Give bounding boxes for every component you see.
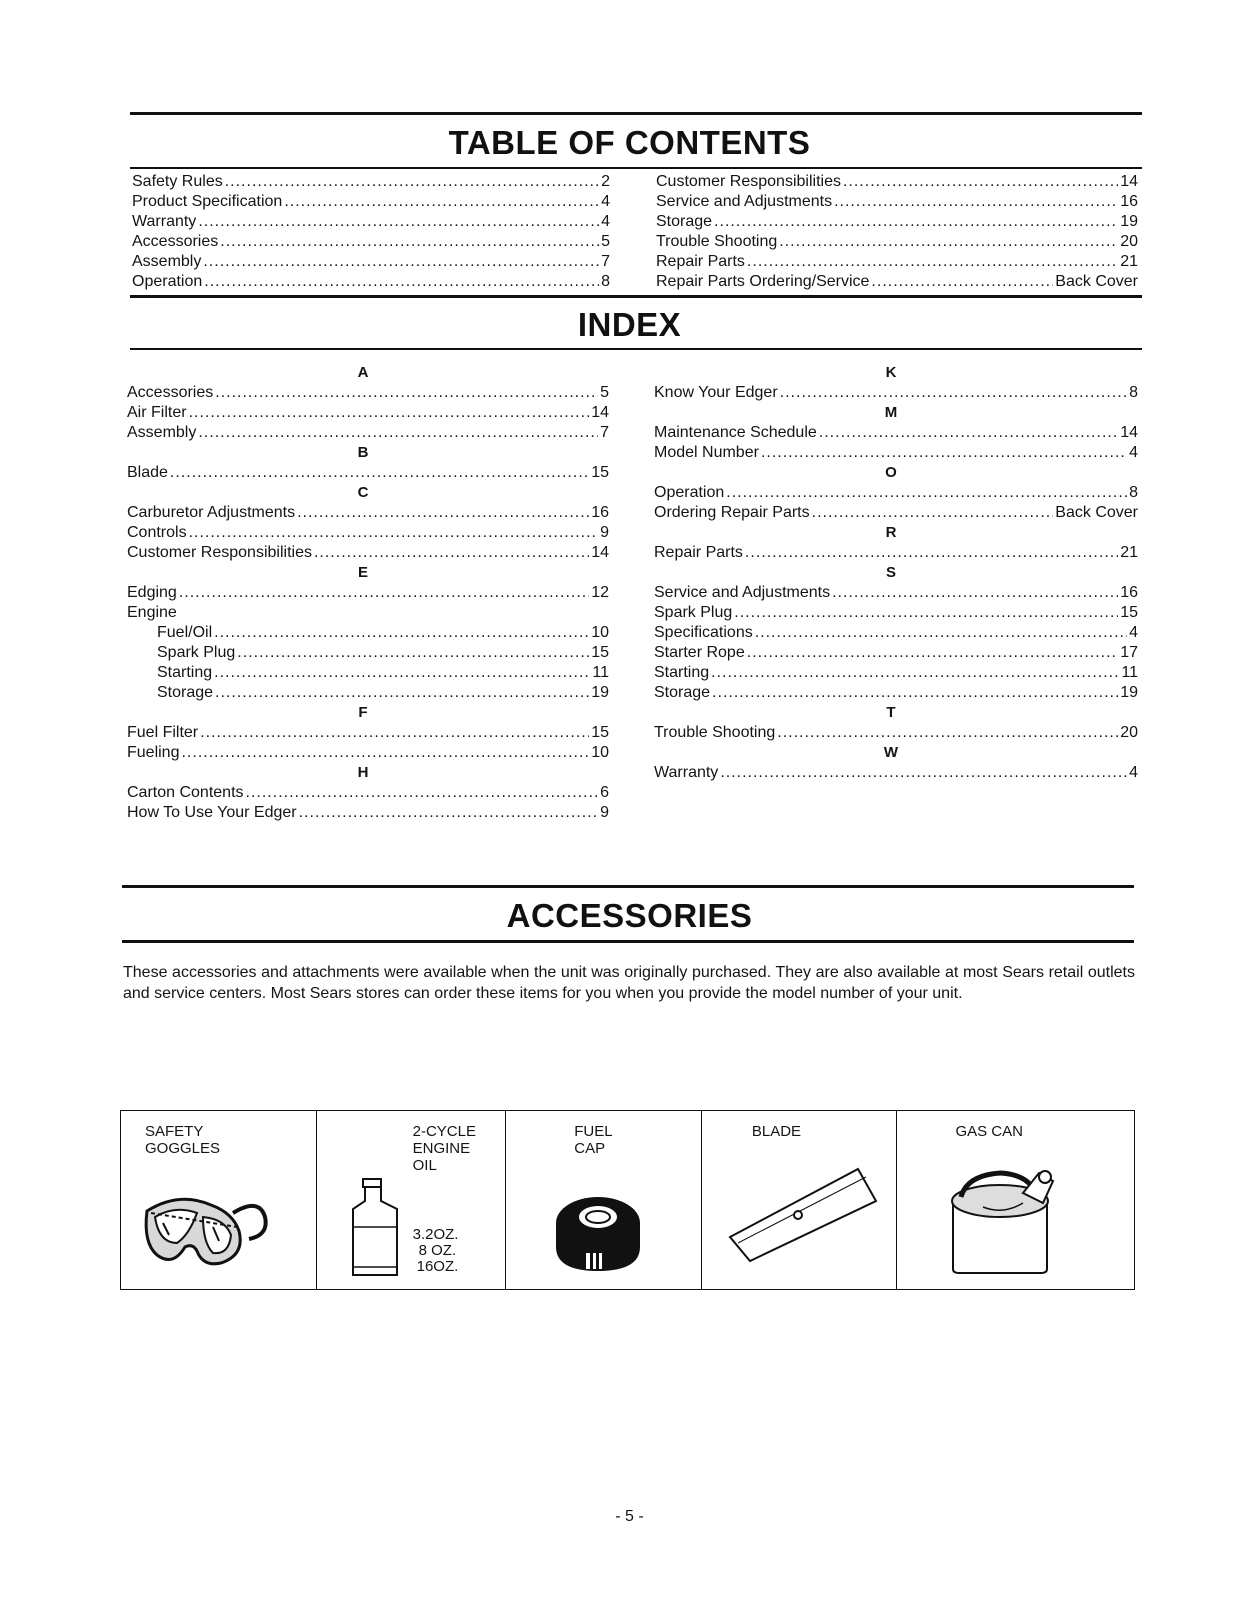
index-letter: M <box>884 404 898 421</box>
accessories-top-rule <box>122 885 1134 888</box>
blade-icon <box>724 1163 880 1263</box>
index-entry: Operation ..... 8 <box>654 483 1138 503</box>
accessory-gas-can <box>897 1111 1134 1289</box>
accessories-description: These accessories and attachments were available when the unit was originally purchased. They are also available at most Sears retail outlets and service centers. Most Sears stores can order these items for you when you provide the model number of your unit. <box>123 964 1135 1002</box>
index-letter: H <box>357 764 369 781</box>
accessories-title: ACCESSORIES <box>506 897 753 934</box>
index-letter: K <box>885 364 897 381</box>
toc-entry: Service and Adjustments ..... 16 <box>656 192 1138 212</box>
index-entry: Starting ..... 11 <box>127 663 609 683</box>
accessory-safety-goggles <box>121 1111 317 1289</box>
index-entry: Assembly ..... 7 <box>127 423 609 443</box>
index-entry: Storage ..... 19 <box>127 683 609 703</box>
toc-entry: Customer Responsibilities ..... 14 <box>656 172 1138 192</box>
index-title: INDEX <box>577 306 682 343</box>
index-entry: Maintenance Schedule ..... 14 <box>654 423 1138 443</box>
toc-right-column <box>656 172 1138 292</box>
index-right-column <box>654 363 1138 783</box>
accessory-label: SAFETY GOGGLES <box>145 1123 221 1157</box>
index-entry: How To Use Your Edger ..... 9 <box>127 803 609 823</box>
index-entry: Fueling ..... 10 <box>127 743 609 763</box>
index-letter: R <box>885 524 897 541</box>
oil-sizes <box>413 1227 459 1275</box>
index-letter: O <box>885 464 897 481</box>
index-entry: Repair Parts ..... 21 <box>654 543 1138 563</box>
index-entry: Blade ..... 15 <box>127 463 609 483</box>
accessory-label: 2-CYCLE ENGINE OIL <box>412 1123 476 1174</box>
oil-bottle-icon <box>347 1175 403 1279</box>
index-entry: Service and Adjustments ..... 16 <box>654 583 1138 603</box>
index-entry: Edging ..... 12 <box>127 583 609 603</box>
index-entry: Fuel/Oil ..... 10 <box>127 623 609 643</box>
index-entry: Trouble Shooting ..... 20 <box>654 723 1138 743</box>
index-entry: Ordering Repair Parts ..... Back Cover <box>654 503 1138 523</box>
index-entry: Spark Plug ..... 15 <box>654 603 1138 623</box>
accessory-label: BLADE <box>751 1123 802 1140</box>
index-entry: Know Your Edger ..... 8 <box>654 383 1138 403</box>
toc-entry: Repair Parts Ordering/Service ..... Back Cover <box>656 272 1138 292</box>
accessory-label: GAS CAN <box>955 1123 1023 1140</box>
index-entry: Warranty ..... 4 <box>654 763 1138 783</box>
index-entry: Controls ..... 9 <box>127 523 609 543</box>
index-entry: Air Filter ..... 14 <box>127 403 609 423</box>
index-letter: C <box>357 484 369 501</box>
oil-size: 16OZ. <box>416 1258 459 1275</box>
page-number: - 5 - <box>615 1508 644 1525</box>
toc-title: TABLE OF CONTENTS <box>448 124 811 161</box>
index-entry: Engine <box>127 604 177 621</box>
index-title-rule <box>130 348 1142 350</box>
oil-size: 3.2OZ. <box>412 1226 459 1243</box>
toc-entry: Storage ..... 19 <box>656 212 1138 232</box>
index-letter: E <box>357 564 368 581</box>
index-letter: A <box>357 364 369 381</box>
index-entry: Specifications ..... 4 <box>654 623 1138 643</box>
toc-left-column <box>132 172 610 292</box>
accessories-table <box>120 1110 1135 1290</box>
accessories-title-rule <box>122 940 1134 943</box>
toc-entry: Safety Rules ..... 2 <box>132 172 610 192</box>
toc-title-rule <box>130 167 1142 169</box>
index-entry: Carburetor Adjustments ..... 16 <box>127 503 609 523</box>
index-entry: Spark Plug ..... 15 <box>127 643 609 663</box>
index-entry: Model Number ..... 4 <box>654 443 1138 463</box>
gas-can-icon <box>943 1163 1067 1279</box>
accessory-label: FUEL CAP <box>574 1123 613 1157</box>
toc-entry: Product Specification ..... 4 <box>132 192 610 212</box>
index-entry: Starting ..... 11 <box>654 663 1138 683</box>
goggles-icon <box>141 1183 271 1269</box>
index-letter: S <box>885 564 896 581</box>
toc-entry: Accessories ..... 5 <box>132 232 610 252</box>
index-entry: Accessories ..... 5 <box>127 383 609 403</box>
index-entry: Customer Responsibilities ..... 14 <box>127 543 609 563</box>
index-entry: Carton Contents ..... 6 <box>127 783 609 803</box>
accessory-fuel-cap <box>506 1111 702 1289</box>
toc-top-rule <box>130 112 1142 115</box>
index-entry: Storage ..... 19 <box>654 683 1138 703</box>
toc-entry: Trouble Shooting ..... 20 <box>656 232 1138 252</box>
index-letter: W <box>883 744 899 761</box>
index-left-column <box>127 363 609 823</box>
index-top-rule <box>130 295 1142 298</box>
index-entry: Fuel Filter ..... 15 <box>127 723 609 743</box>
index-entry: Starter Rope ..... 17 <box>654 643 1138 663</box>
toc-entry: Repair Parts ..... 21 <box>656 252 1138 272</box>
index-letter: T <box>886 704 896 721</box>
toc-entry: Warranty ..... 4 <box>132 212 610 232</box>
accessory-blade <box>702 1111 898 1289</box>
index-letter: F <box>358 704 368 721</box>
accessory-engine-oil <box>317 1111 507 1289</box>
oil-size: 8 OZ. <box>418 1242 457 1259</box>
fuel-cap-icon <box>546 1187 650 1277</box>
toc-entry: Assembly ..... 7 <box>132 252 610 272</box>
toc-entry: Operation ..... 8 <box>132 272 610 292</box>
index-letter: B <box>357 444 369 461</box>
